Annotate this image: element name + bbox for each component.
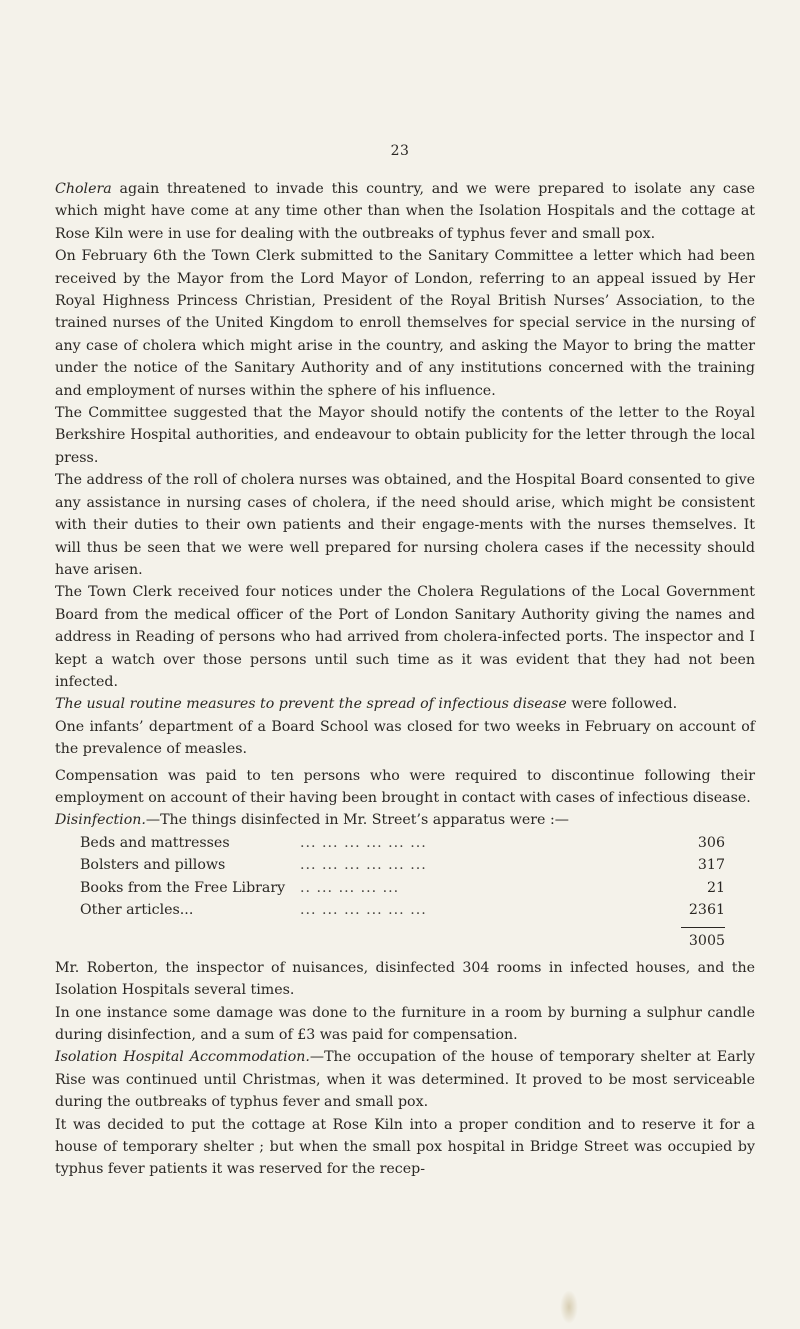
paragraph-disinfection xyxy=(55,809,755,831)
paragraph-text: —The things disinfected in Mr. Street’s apparatus were :— xyxy=(145,812,569,829)
row-value: 306 xyxy=(697,834,725,851)
paragraph-town-clerk-notices: The Town Clerk received four notices under the Cholera Regulations of the Local Government Board from the medical officer of the Port of London Sanitary Authority giving the names and address in Reading of persons who had arrived from cholera-infected ports. The inspector and I kept a watch over those persons until such time as it was evident that they had not been infected. xyxy=(55,584,755,690)
disinfection-table xyxy=(80,832,725,953)
paragraph-damage: In one instance some damage was done to the furniture in a room by burning a sulphur candle during disinfection, and a sum of £3 was paid for compensation. xyxy=(55,1004,755,1044)
row-label: Bolsters and pillows xyxy=(80,857,226,874)
leader-dots: ... ... ... ... ... ... xyxy=(300,834,427,851)
paragraph-roberton: Mr. Roberton, the inspector of nuisances, disinfected 304 rooms in infected houses, and the Isolation Hospitals several times. xyxy=(55,959,755,999)
leader-dots: .. ... ... ... ... xyxy=(300,879,400,896)
paragraph-routine-measures xyxy=(55,693,755,715)
row-value: 317 xyxy=(697,857,725,874)
paragraph-roll-of-nurses: The address of the roll of cholera nurses was obtained, and the Hospital Board consented to give any assistance in nursing cases of cholera, if the need should arise, which might be consistent with their duties to their own patients and their engage-ments with the nurses themselves. It will thus be seen that we were well prepared for nursing cholera cases if the necessity should have arisen. xyxy=(55,472,755,578)
page-number: 23 xyxy=(390,143,410,159)
paragraph-lead-routine: The usual routine measures to prevent the spread of infectious disease xyxy=(55,696,567,713)
paragraph-lead-disinfection: Disinfection. xyxy=(55,812,146,829)
total-rule xyxy=(681,927,725,928)
leader-dots: ... ... ... ... ... ... xyxy=(300,857,427,874)
page-body xyxy=(55,178,755,1181)
table-row xyxy=(80,832,725,854)
paragraph-text: —The occupation of the house of temporary shelter at Early Rise was continued until Christmas, when it was determined. It proved to be most serviceable during the outbreaks of typhus fever and small pox. xyxy=(55,1049,755,1111)
table-row xyxy=(80,854,725,876)
paragraph-isolation-hospital xyxy=(55,1046,755,1113)
paragraph-february-letter: On February 6th the Town Clerk submitted to the Sanitary Committee a letter which had been received by the Mayor from the Lord Mayor of London, referring to an appeal issued by Her Royal Highness Princess Christian, President of the Royal British Nurses’ Association, to the trained nurses of the United Kingdom to enroll themselves for special service in the nursing of any case of cholera which might arise in the country, and asking the Mayor to bring the matter under the notice of the Sanitary Authority and of any institutions concerned with the training and employment of nurses within the sphere of his influence. xyxy=(55,248,755,399)
paragraph-compensation: Compensation was paid to ten persons who were required to discontinue following their employment on account of their having been brought in contact with cases of infectious disease. xyxy=(55,767,755,806)
table-total-row xyxy=(80,921,725,952)
row-label: Other articles... xyxy=(80,902,194,918)
paragraph-text: were followed. xyxy=(566,696,678,713)
row-label: Books from the Free Library xyxy=(80,879,286,896)
paragraph-text: again threatened to invade this country, and we were prepared to isolate any case which might have come at any time other than when the Isolation Hospitals and the cottage at Rose Kiln were in use for dealing with the outbreaks of typhus fever and small pox. xyxy=(55,181,755,242)
leader-dots: ... ... ... ... ... ... xyxy=(300,902,427,918)
paragraph-measles: One infants’ department of a Board School was closed for two weeks in February on account of the prevalence of measles. xyxy=(55,718,755,758)
paragraph-lead-cholera: Cholera xyxy=(55,181,112,197)
total-cell xyxy=(665,921,725,952)
table-row xyxy=(80,899,725,921)
paragraph-committee-suggestion: The Committee suggested that the Mayor should notify the contents of the letter to the Royal Berkshire Hospital authorities, and endeavour to obtain publicity for the letter through the local press. xyxy=(55,405,755,466)
row-value: 2361 xyxy=(688,902,725,918)
paragraph-rose-kiln: It was decided to put the cottage at Rose Kiln into a proper condition and to reserve it for a house of temporary shelter ; but when the small pox hospital in Bridge Street was occupied by typhus fever patients it was reserved for the recep- xyxy=(55,1116,755,1178)
paper-stain xyxy=(560,1290,578,1324)
total-value: 3005 xyxy=(688,933,725,950)
paragraph-cholera xyxy=(55,178,755,245)
row-label: Beds and mattresses xyxy=(80,834,230,851)
table-row xyxy=(80,877,725,899)
paragraph-lead-isolation: Isolation Hospital Accommodation. xyxy=(55,1049,310,1066)
row-value: 21 xyxy=(706,879,725,896)
